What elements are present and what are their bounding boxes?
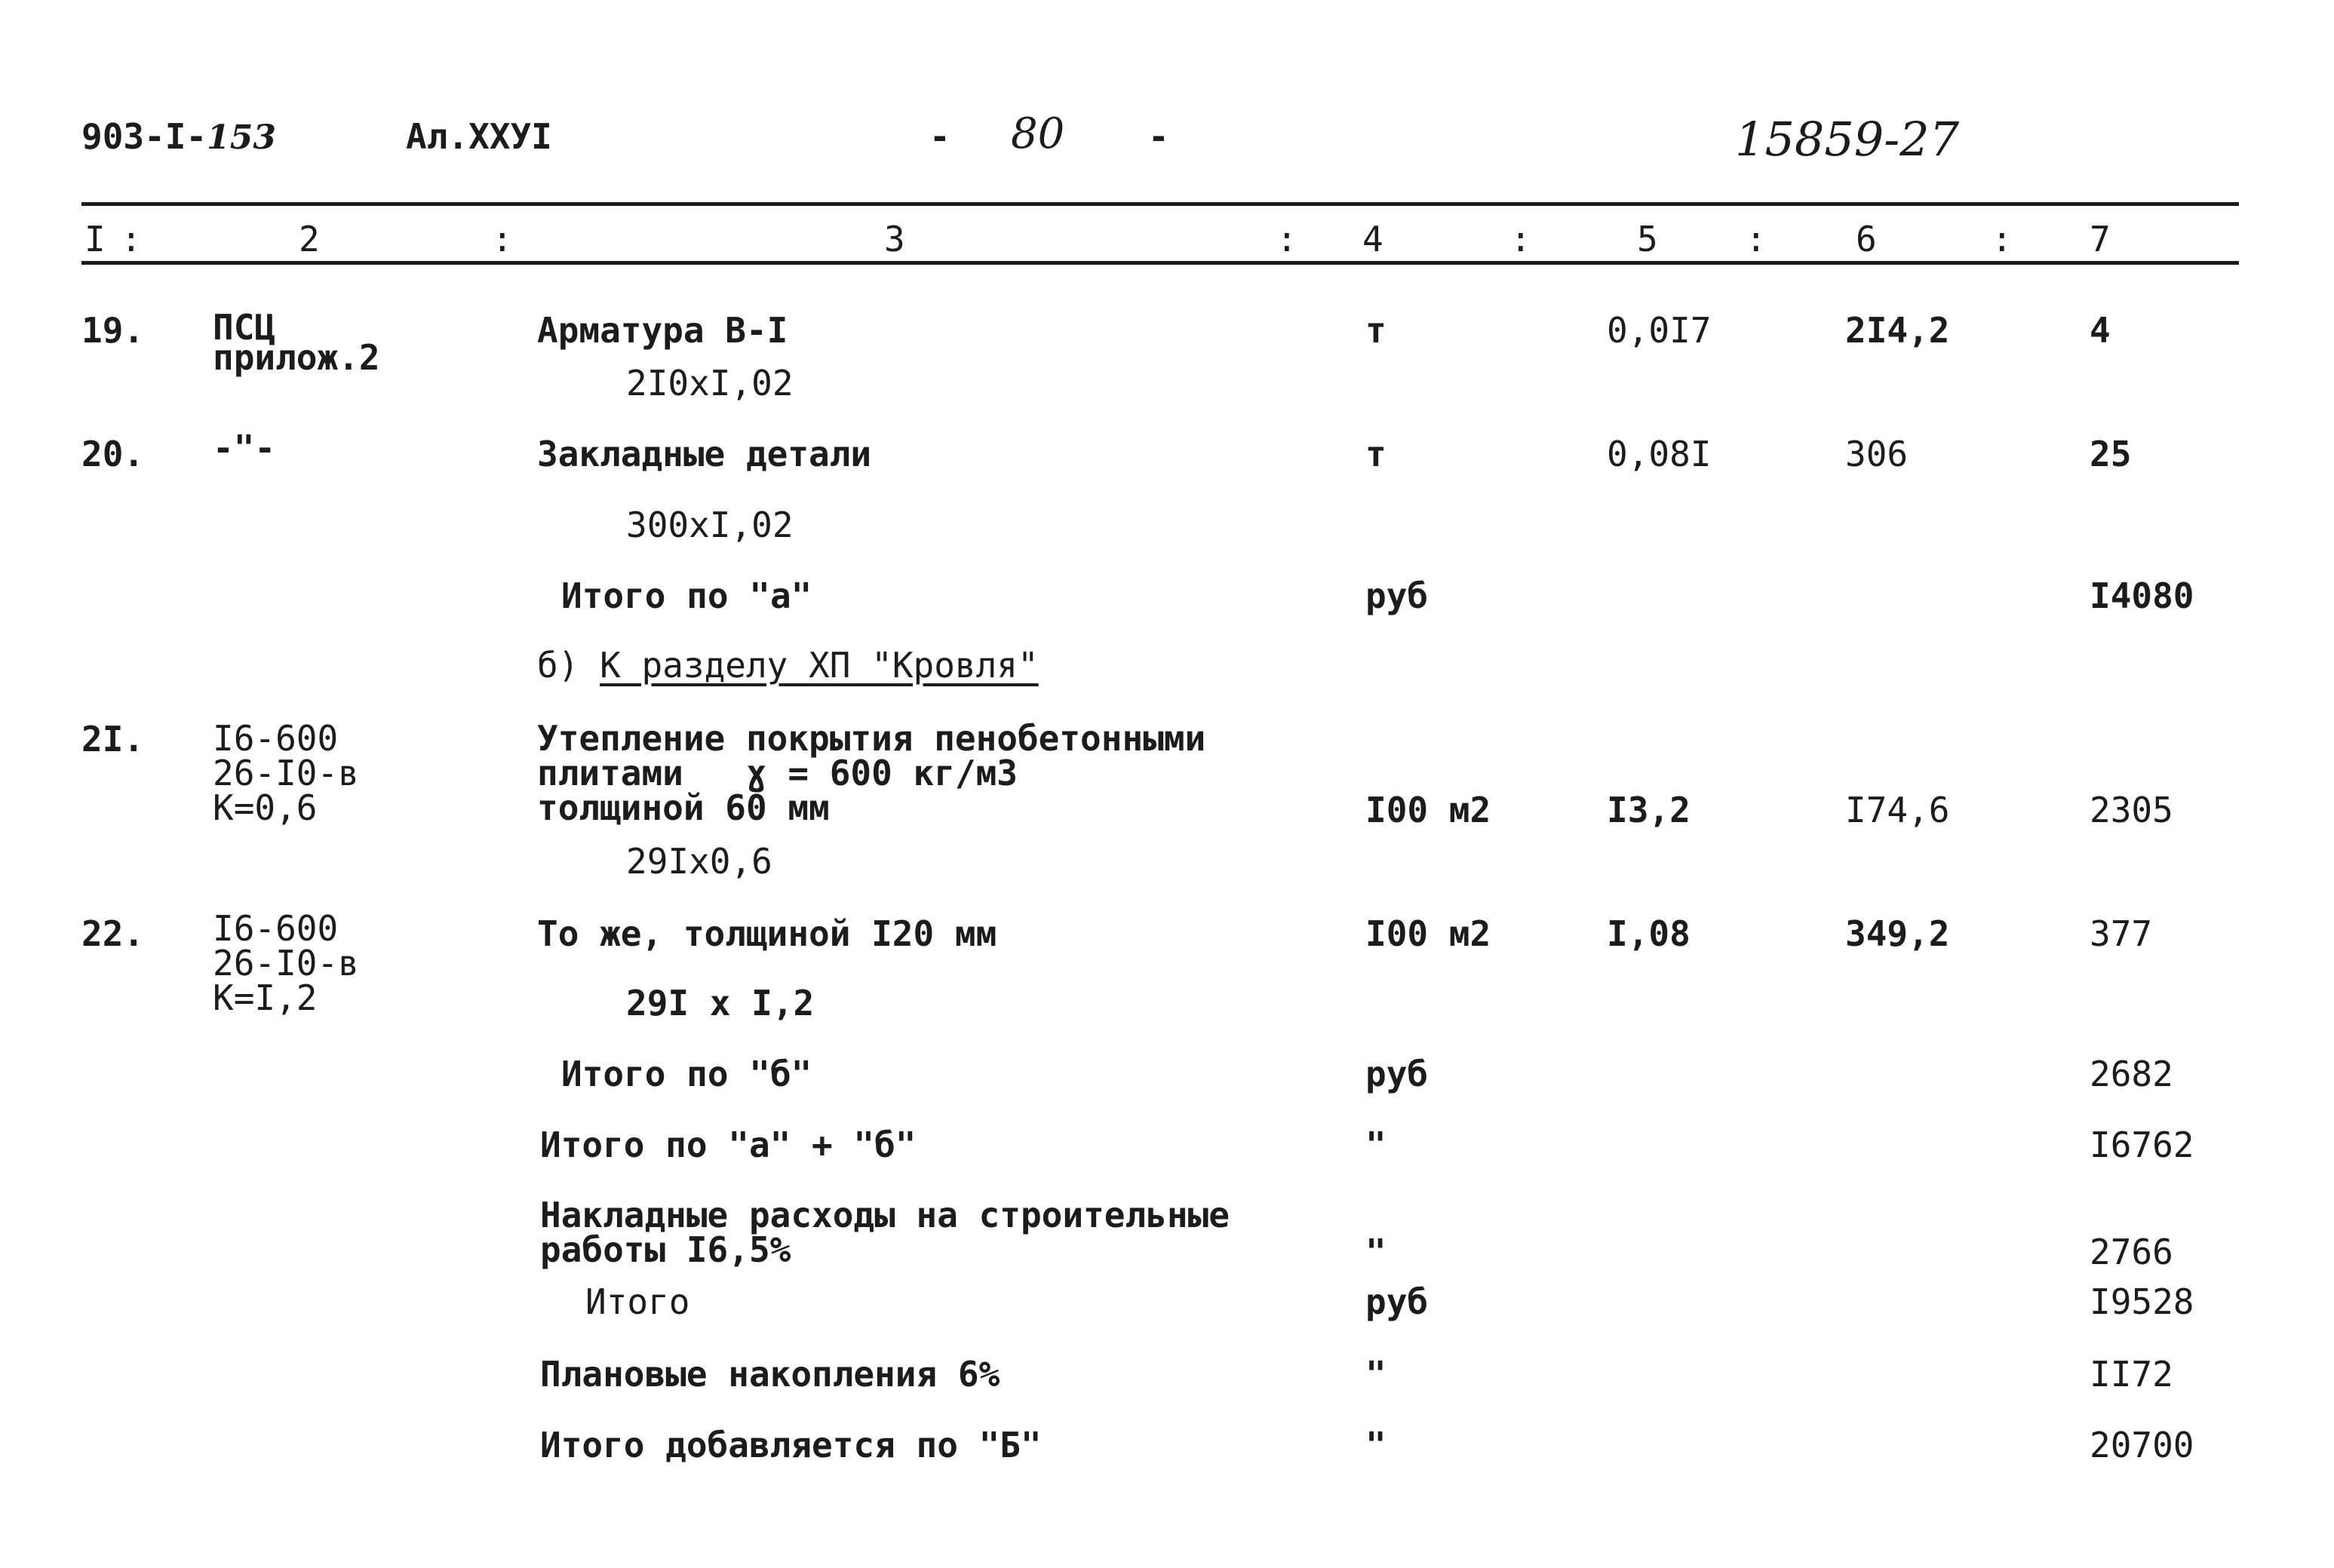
overhead-label: Накладные расходы на строительные работы I6,5% bbox=[540, 1195, 1230, 1270]
row-20-qty: 0,08I bbox=[1607, 434, 1712, 474]
col-4-label: 4 bbox=[1362, 219, 1384, 259]
document-code bbox=[81, 116, 277, 157]
subtotal-a-cost: I4080 bbox=[2090, 575, 2194, 616]
col-sep-1: : bbox=[121, 219, 142, 259]
row-22-name: То же, толщиной I20 мм bbox=[537, 913, 997, 954]
total-label: Итого bbox=[585, 1281, 690, 1322]
row-21-name: Утепление покрытия пенобетонными плитами ɣ = 600 кг/м3 толщиной 60 мм bbox=[537, 718, 1206, 828]
planned-savings-label: Плановые накопления 6% bbox=[540, 1354, 1000, 1395]
row-19-name: Арматура В-I bbox=[537, 310, 788, 351]
row-21-number: 2I. bbox=[81, 719, 145, 759]
row-21-code: I6-600 26-I0-в К=0,6 bbox=[213, 718, 359, 828]
row-19-number: 19. bbox=[81, 310, 145, 351]
page-dash-right: - bbox=[1148, 116, 1169, 157]
row-22-number: 22. bbox=[81, 913, 145, 954]
row-20-cost: 25 bbox=[2090, 434, 2132, 474]
overhead-unit: " bbox=[1365, 1232, 1387, 1272]
subtotal-a-unit: руб bbox=[1365, 575, 1429, 616]
subtotal-b-label: Итого по "б" bbox=[561, 1054, 812, 1094]
row-22-qty: I,08 bbox=[1607, 913, 1691, 954]
row-19-unit: т bbox=[1365, 310, 1387, 351]
row-22-calc: 29I x I,2 bbox=[626, 983, 815, 1023]
page-number: 80 bbox=[1011, 109, 1065, 158]
row-22-cost: 377 bbox=[2090, 913, 2153, 954]
document-code-suffix: 153 bbox=[207, 118, 277, 157]
section-b-heading bbox=[537, 645, 1039, 686]
total-ab-label: Итого по "а" + "б" bbox=[540, 1125, 917, 1165]
row-22-price: 349,2 bbox=[1845, 913, 1950, 954]
row-20-calc: 300xI,02 bbox=[626, 505, 794, 545]
col-sep-4: : bbox=[1510, 219, 1531, 259]
col-sep-2: : bbox=[492, 219, 513, 259]
total-ab-unit: " bbox=[1365, 1125, 1387, 1165]
col-5-label: 5 bbox=[1637, 219, 1658, 259]
document-code-prefix: 903-I- bbox=[81, 116, 207, 157]
col-6-label: 6 bbox=[1856, 219, 1877, 259]
row-20-name: Закладные детали bbox=[537, 434, 872, 474]
col-3-label: 3 bbox=[884, 219, 905, 259]
total-cost: I9528 bbox=[2090, 1281, 2194, 1322]
section-b-prefix: б) bbox=[537, 645, 579, 686]
row-21-qty: I3,2 bbox=[1607, 790, 1691, 830]
row-19-code: ПСЦ прилож.2 bbox=[213, 307, 380, 378]
section-b-title: К разделу XП "Кровля" bbox=[600, 645, 1039, 686]
planned-savings-unit: " bbox=[1365, 1354, 1387, 1395]
row-21-price: I74,6 bbox=[1845, 790, 1950, 830]
col-sep-6: : bbox=[1992, 219, 2013, 259]
col-sep-3: : bbox=[1276, 219, 1298, 259]
row-20-unit: т bbox=[1365, 434, 1387, 474]
subtotal-b-unit: руб bbox=[1365, 1054, 1429, 1094]
grand-total-unit: " bbox=[1365, 1425, 1387, 1465]
col-1-label: I bbox=[84, 219, 106, 259]
row-20-code: -"- bbox=[213, 428, 276, 468]
row-19-price: 2I4,2 bbox=[1845, 310, 1950, 351]
row-22-unit: I00 м2 bbox=[1365, 913, 1491, 954]
header-top-rule bbox=[81, 202, 2239, 206]
row-20-price: 306 bbox=[1845, 434, 1909, 474]
grand-total-label: Итого добавляется по "Б" bbox=[540, 1425, 1042, 1465]
total-unit: руб bbox=[1365, 1281, 1429, 1322]
row-22-code: I6-600 26-I0-в К=I,2 bbox=[213, 908, 359, 1018]
row-19-calc: 2I0xI,02 bbox=[626, 363, 794, 404]
planned-savings-cost: II72 bbox=[2090, 1354, 2173, 1395]
doc-number: 15859-27 bbox=[1735, 112, 1960, 167]
row-21-calc: 29Ix0,6 bbox=[626, 841, 772, 882]
subtotal-b-cost: 2682 bbox=[2090, 1054, 2173, 1094]
overhead-cost: 2766 bbox=[2090, 1232, 2173, 1272]
row-19-qty: 0,0I7 bbox=[1607, 310, 1712, 351]
col-7-label: 7 bbox=[2090, 219, 2111, 259]
row-21-unit: I00 м2 bbox=[1365, 790, 1491, 830]
col-sep-5: : bbox=[1746, 219, 1767, 259]
album-label: Ал.XXУI bbox=[406, 116, 552, 157]
row-19-cost: 4 bbox=[2090, 310, 2111, 351]
row-20-number: 20. bbox=[81, 434, 145, 474]
grand-total-cost: 20700 bbox=[2090, 1425, 2194, 1465]
row-21-cost: 2305 bbox=[2090, 790, 2173, 830]
total-ab-cost: I6762 bbox=[2090, 1125, 2194, 1165]
col-2-label: 2 bbox=[299, 219, 320, 259]
header-bottom-rule bbox=[81, 261, 2239, 265]
page-dash-left: - bbox=[929, 116, 950, 157]
subtotal-a-label: Итого по "а" bbox=[561, 575, 812, 616]
